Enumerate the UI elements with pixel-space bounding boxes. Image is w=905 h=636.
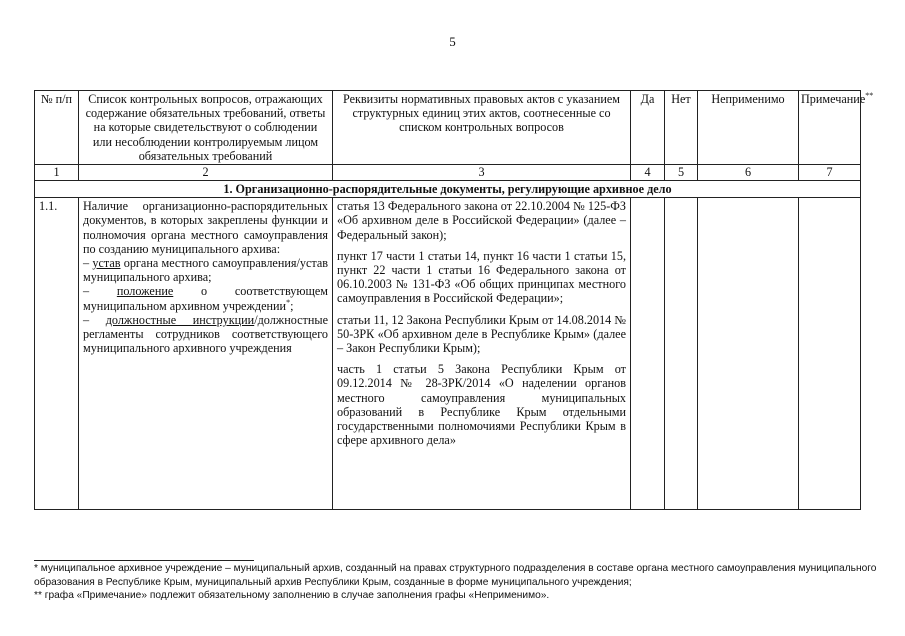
column-number: 5: [665, 165, 698, 181]
page-number: 5: [449, 34, 456, 49]
question-intro: Наличие организационно-распорядительных документов, в которых закреплены функции и полномочия органа местного самоуправления по созданию муниципального архива:: [83, 199, 328, 256]
cell-no[interactable]: [665, 198, 698, 510]
question-item-charter: – устав органа местного самоуправления/устав муниципального архива;: [83, 256, 328, 285]
underlined-term: устав: [92, 256, 121, 271]
column-number: 7: [799, 165, 861, 181]
header-no: Нет: [665, 91, 698, 165]
column-number: 3: [333, 165, 631, 181]
column-numbers-row: [35, 165, 861, 181]
cell-note[interactable]: [799, 198, 861, 510]
footnote-divider: [34, 560, 254, 561]
reference-item: статьи 11, 12 Закона Республики Крым от 14.08.2014 № 50-ЗРК «Об архивном деле в Республике Крым» (далее – Закон Республики Крым);: [337, 312, 626, 356]
header-acts: Реквизиты нормативных правовых актов с указанием структурных единиц этих актов, соотнесенные со списком контрольных вопросов: [333, 91, 631, 165]
header-row: [35, 91, 861, 165]
section-row: [35, 181, 861, 198]
reference-item: статья 13 Федерального закона от 22.10.2004 № 125-ФЗ «Об архивном деле в Российской Федерации» (далее – Федеральный закон);: [337, 199, 626, 242]
footnote-2: ** графа «Примечание» подлежит обязательному заполнению в случае заполнения графы «Неприменимо».: [34, 590, 550, 601]
footnote-1: * муниципальное архивное учреждение – муниципальный архив, созданный на правах структурного подразделения в составе органа местного самоуправления муниципального образования в Республике Крым, муниципальный архив Республики Крым, созданные в форме муниципального учреждения;: [34, 563, 877, 588]
column-number: 1: [35, 165, 79, 181]
footnote-mark: *: [286, 297, 291, 307]
checklist-table: [34, 90, 874, 510]
row-number: 1.1.: [35, 198, 79, 510]
footnotes: [34, 562, 894, 603]
header-note-label: Примечание: [801, 92, 866, 106]
question-item-instructions: – должностные инструкции/должностные регламенты сотрудников соответствующего муниципального архивного учреждения: [83, 312, 329, 356]
reference-item: пункт 17 части 1 статьи 14, пункт 16 части 1 статьи 15, пункт 22 части 1 статьи 16 Федерального закона от 06.10.2003 № 131-ФЗ «Об общих принципах местного самоуправления в Российской Федерации»;: [337, 248, 626, 306]
table-row: [35, 198, 861, 510]
underlined-term: положение: [116, 284, 174, 299]
question-item-regulation: – положение о соответствующем муниципальном архивном учреждении*;: [83, 284, 328, 313]
section-title: 1. Организационно-распорядительные документы, регулирующие архивное дело: [35, 181, 861, 198]
reference-item: часть 1 статьи 5 Закона Республики Крым от 09.12.2014 № 28-ЗРК/2014 «О наделении органов местного самоуправления муниципальных образований в Республике Крым отдельными государственными полномочиями Республики Крым в сфере архивного дела»: [337, 362, 626, 448]
row-references: [333, 198, 631, 510]
underlined-term: должностные инструкции: [105, 312, 255, 327]
header-not-applicable: Неприменимо: [698, 91, 799, 165]
header-note: [799, 90, 874, 165]
cell-yes[interactable]: [631, 198, 665, 510]
header-note-mark: **: [865, 90, 874, 100]
header-num: № п/п: [35, 91, 79, 165]
header-yes: Да: [631, 91, 665, 165]
row-question: [79, 198, 333, 510]
column-number: 2: [79, 165, 333, 181]
header-questions: Список контрольных вопросов, отражающих содержание обязательных требований, ответы на которые свидетельствуют о соблюдении или несоблюдении контролируемым лицом обязательных требований: [79, 91, 333, 165]
column-number: 4: [631, 165, 665, 181]
column-number: 6: [698, 165, 799, 181]
cell-not-applicable[interactable]: [698, 198, 799, 510]
